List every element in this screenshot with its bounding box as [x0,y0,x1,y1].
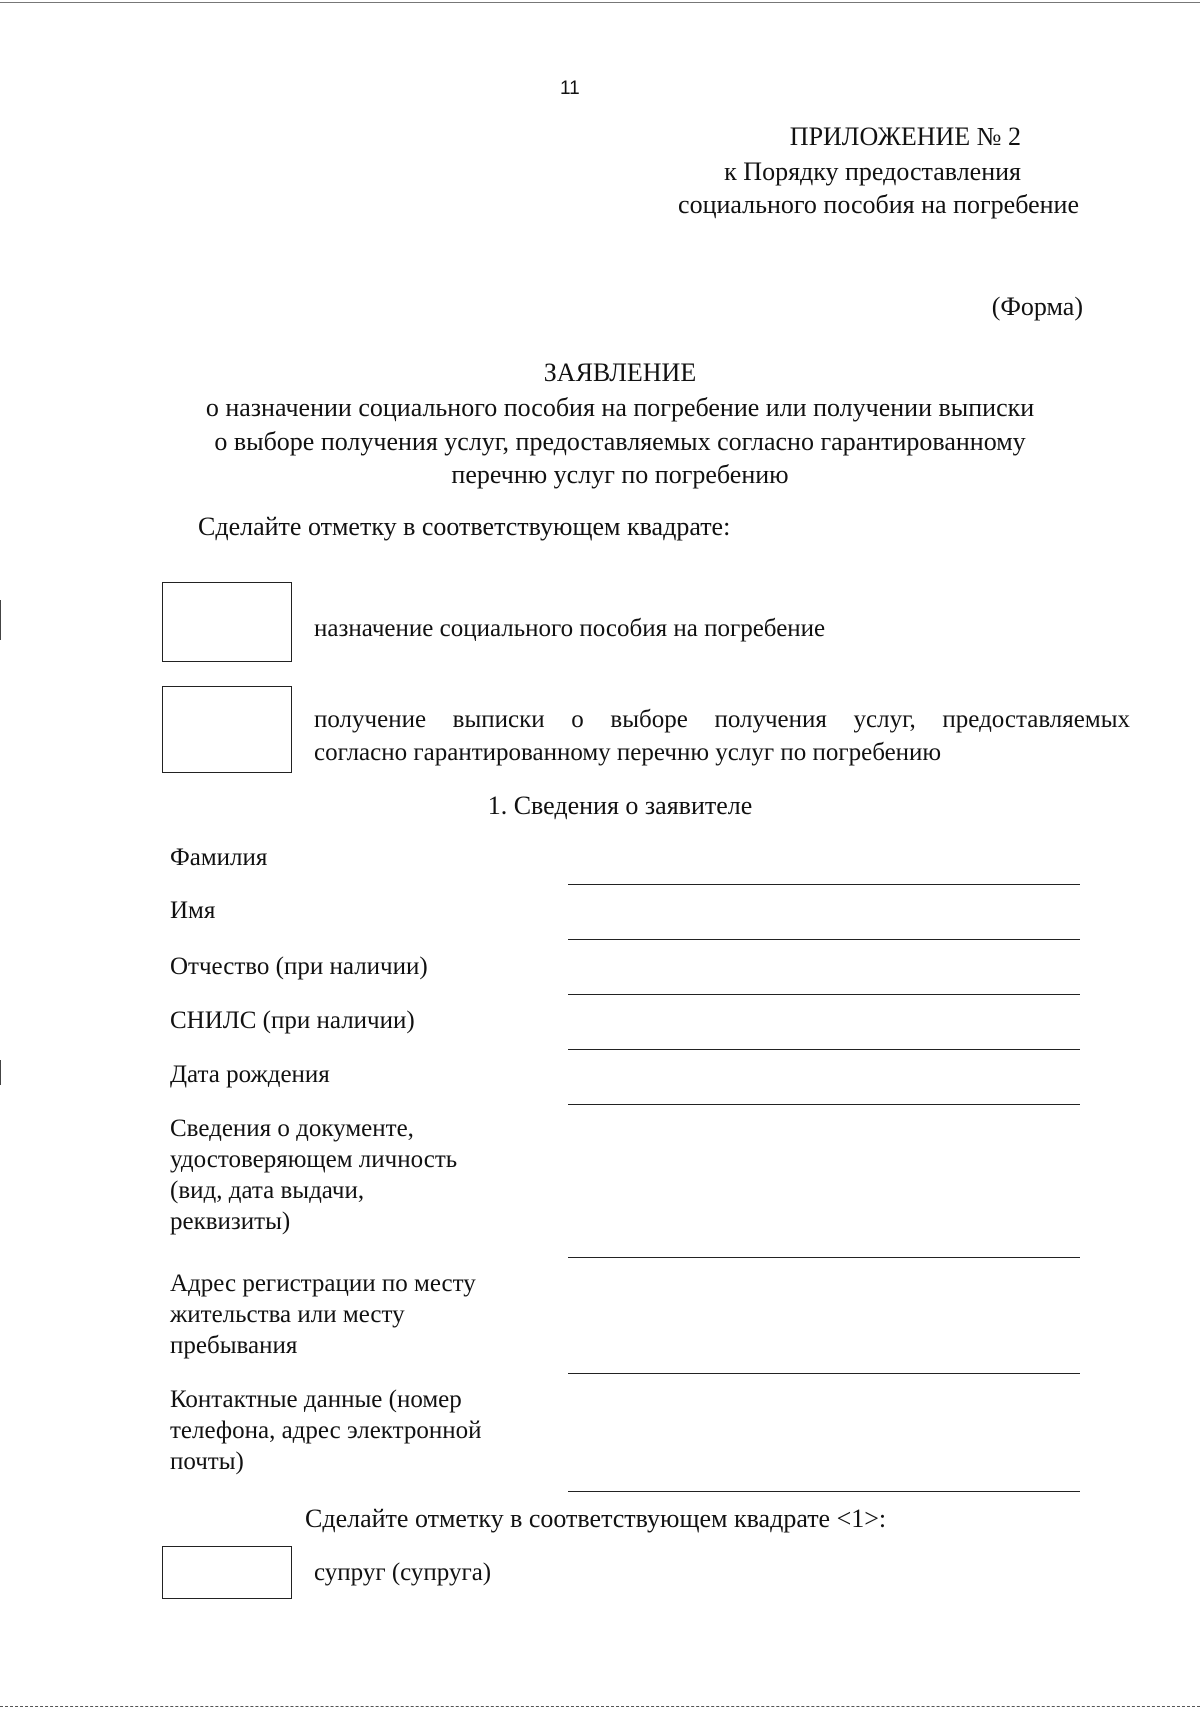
id-document-label-line: (вид, дата выдачи, [170,1177,365,1204]
address-label [170,1268,540,1361]
scan-left-edge-mark [0,600,1,640]
extract-option-label-line-1: получение выписки о выборе получения услуг, предоставляемых [314,706,1130,733]
patronymic-label: Отчество (при наличии) [170,953,428,980]
id-document-label-line: Сведения о документе, [170,1115,414,1142]
contacts-label-line: телефона, адрес электронной [170,1417,482,1444]
instruction-text: Сделайте отметку в соответствующем квадрате: [198,512,731,541]
surname-field-line[interactable] [568,884,1080,885]
snils-label: СНИЛС (при наличии) [170,1007,415,1034]
id-document-label [170,1113,540,1237]
contacts-field-line[interactable] [568,1491,1080,1492]
birth-date-field-line[interactable] [568,1104,1080,1105]
appendix-line-1: к Порядку предоставления [724,157,1021,186]
relation-instruction: Сделайте отметку в соответствующем квадрате <1>: [305,1504,887,1533]
scan-bottom-edge [0,1706,1200,1707]
benefit-option-checkbox[interactable] [162,582,292,662]
extract-option-label-line-2: согласно гарантированному перечню услуг по погребению [314,739,942,766]
contacts-label [170,1384,540,1477]
form-marker: (Форма) [991,292,1083,321]
appendix-title: ПРИЛОЖЕНИЕ № 2 [789,122,1021,151]
statement-line-3: перечню услуг по погребению [451,460,789,489]
scan-top-edge [0,2,1200,3]
scan-left-edge-mark [0,1060,1,1085]
address-label-line: Адрес регистрации по месту [170,1270,476,1297]
spouse-checkbox[interactable] [162,1546,292,1599]
statement-line-2: о выборе получения услуг, предоставляемых согласно гарантированному [214,427,1026,456]
statement-title: ЗАЯВЛЕНИЕ [543,358,697,387]
id-document-label-line: удостоверяющем личность [170,1146,458,1173]
extract-option-checkbox[interactable] [162,686,292,773]
statement-line-1: о назначении социального пособия на погребение или получении выписки [205,393,1035,422]
contacts-label-line: Контактные данные (номер [170,1386,462,1413]
address-label-line: жительства или месту [170,1301,405,1328]
id-document-label-line: реквизиты) [170,1208,291,1235]
benefit-option-label: назначение социального пособия на погребение [314,615,826,642]
appendix-line-2: социального пособия на погребение [678,190,1079,219]
address-field-line[interactable] [568,1373,1080,1374]
patronymic-field-line[interactable] [568,994,1080,995]
snils-field-line[interactable] [568,1049,1080,1050]
page-number: 11 [560,78,580,99]
surname-label: Фамилия [170,844,268,871]
birth-date-label: Дата рождения [170,1061,330,1088]
spouse-label: супруг (супруга) [314,1559,492,1586]
name-label: Имя [170,897,216,924]
name-field-line[interactable] [568,939,1080,940]
address-label-line: пребывания [170,1332,298,1359]
contacts-label-line: почты) [170,1448,244,1475]
id-document-field-line[interactable] [568,1257,1080,1258]
section-1-title: 1. Сведения о заявителе [487,791,753,820]
